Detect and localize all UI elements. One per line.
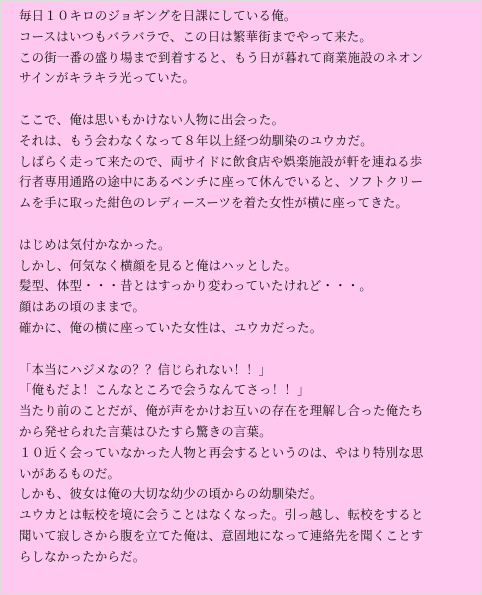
text-line: サインがキラキラ光っていた。 (19, 70, 196, 86)
text-line: 当たり前のことだが、俺が声をかけお互いの存在を理解し合った俺たち (19, 403, 424, 419)
text-line: １０近く会っていなかった人物と再会するというのは、やはり特別な思 (19, 444, 424, 460)
paragraph-spacer (19, 214, 477, 235)
text-line: この街一番の盛り場まで到着すると、もう日が暮れて商業施設のネオン (19, 49, 424, 65)
text-line: しばらく走って来たので、両サイドに飲食店や娯楽施設が軒を連ねる歩 (19, 153, 423, 169)
text-line: しかも、彼女は俺の大切な幼少の頃からの幼馴染だ。 (19, 486, 323, 502)
paragraph (19, 6, 477, 89)
text-line: ユウカとは転校を境に会うことはなくなった。引っ越し、転校をすると (19, 507, 424, 523)
text-line: 確かに、俺の横に座っていた女性は、ユウカだった。 (19, 319, 323, 335)
text-line: コースはいつもバラバラで、この日は繁華街までやって来た。 (19, 28, 373, 44)
text-line: らしなかったからだ。 (19, 548, 146, 564)
text-line: 「俺もだよ！こんなところで会うなんてさっ！！」 (19, 382, 310, 398)
text-line: から発せられた言葉はひたすら驚きの言葉。 (19, 423, 272, 439)
paragraph (19, 360, 477, 568)
text-line: いがあるものだ。 (19, 465, 121, 481)
text-line: 聞いて寂しさから腹を立てた俺は、意固地になって連絡先を聞くことす (19, 527, 424, 543)
paragraph (19, 110, 477, 214)
text-line: はじめは気付かなかった。 (19, 236, 171, 252)
text-line: 顔はあの頃のままで。 (19, 299, 146, 315)
text-line: 「本当にハジメなの？？信じられない！！」 (19, 361, 272, 377)
paragraph-spacer (19, 339, 477, 360)
text-line: 毎日１０キロのジョギングを日課にしている俺。 (19, 8, 297, 23)
paragraph-spacer (19, 89, 477, 110)
text-line: 髪型、体型・・・昔とはすっかり変わっていたけれど・・・。 (19, 278, 373, 294)
story-text-body (19, 6, 477, 568)
text-line: ムを手に取った紺色のレディースーツを着た女性が横に座ってきた。 (19, 195, 409, 211)
paragraph (19, 235, 477, 339)
text-line: ここで、俺は思いもかけない人物に出会った。 (19, 111, 285, 127)
text-line: しかし、何気なく横顔を見ると俺はハッとした。 (19, 257, 298, 273)
text-line: 行者専用通路の途中にあるベンチに座って休んでいると、ソフトクリー (19, 174, 424, 190)
text-line: それは、もう会わなくなって８年以上経つ幼馴染のユウカだ。 (19, 132, 373, 148)
